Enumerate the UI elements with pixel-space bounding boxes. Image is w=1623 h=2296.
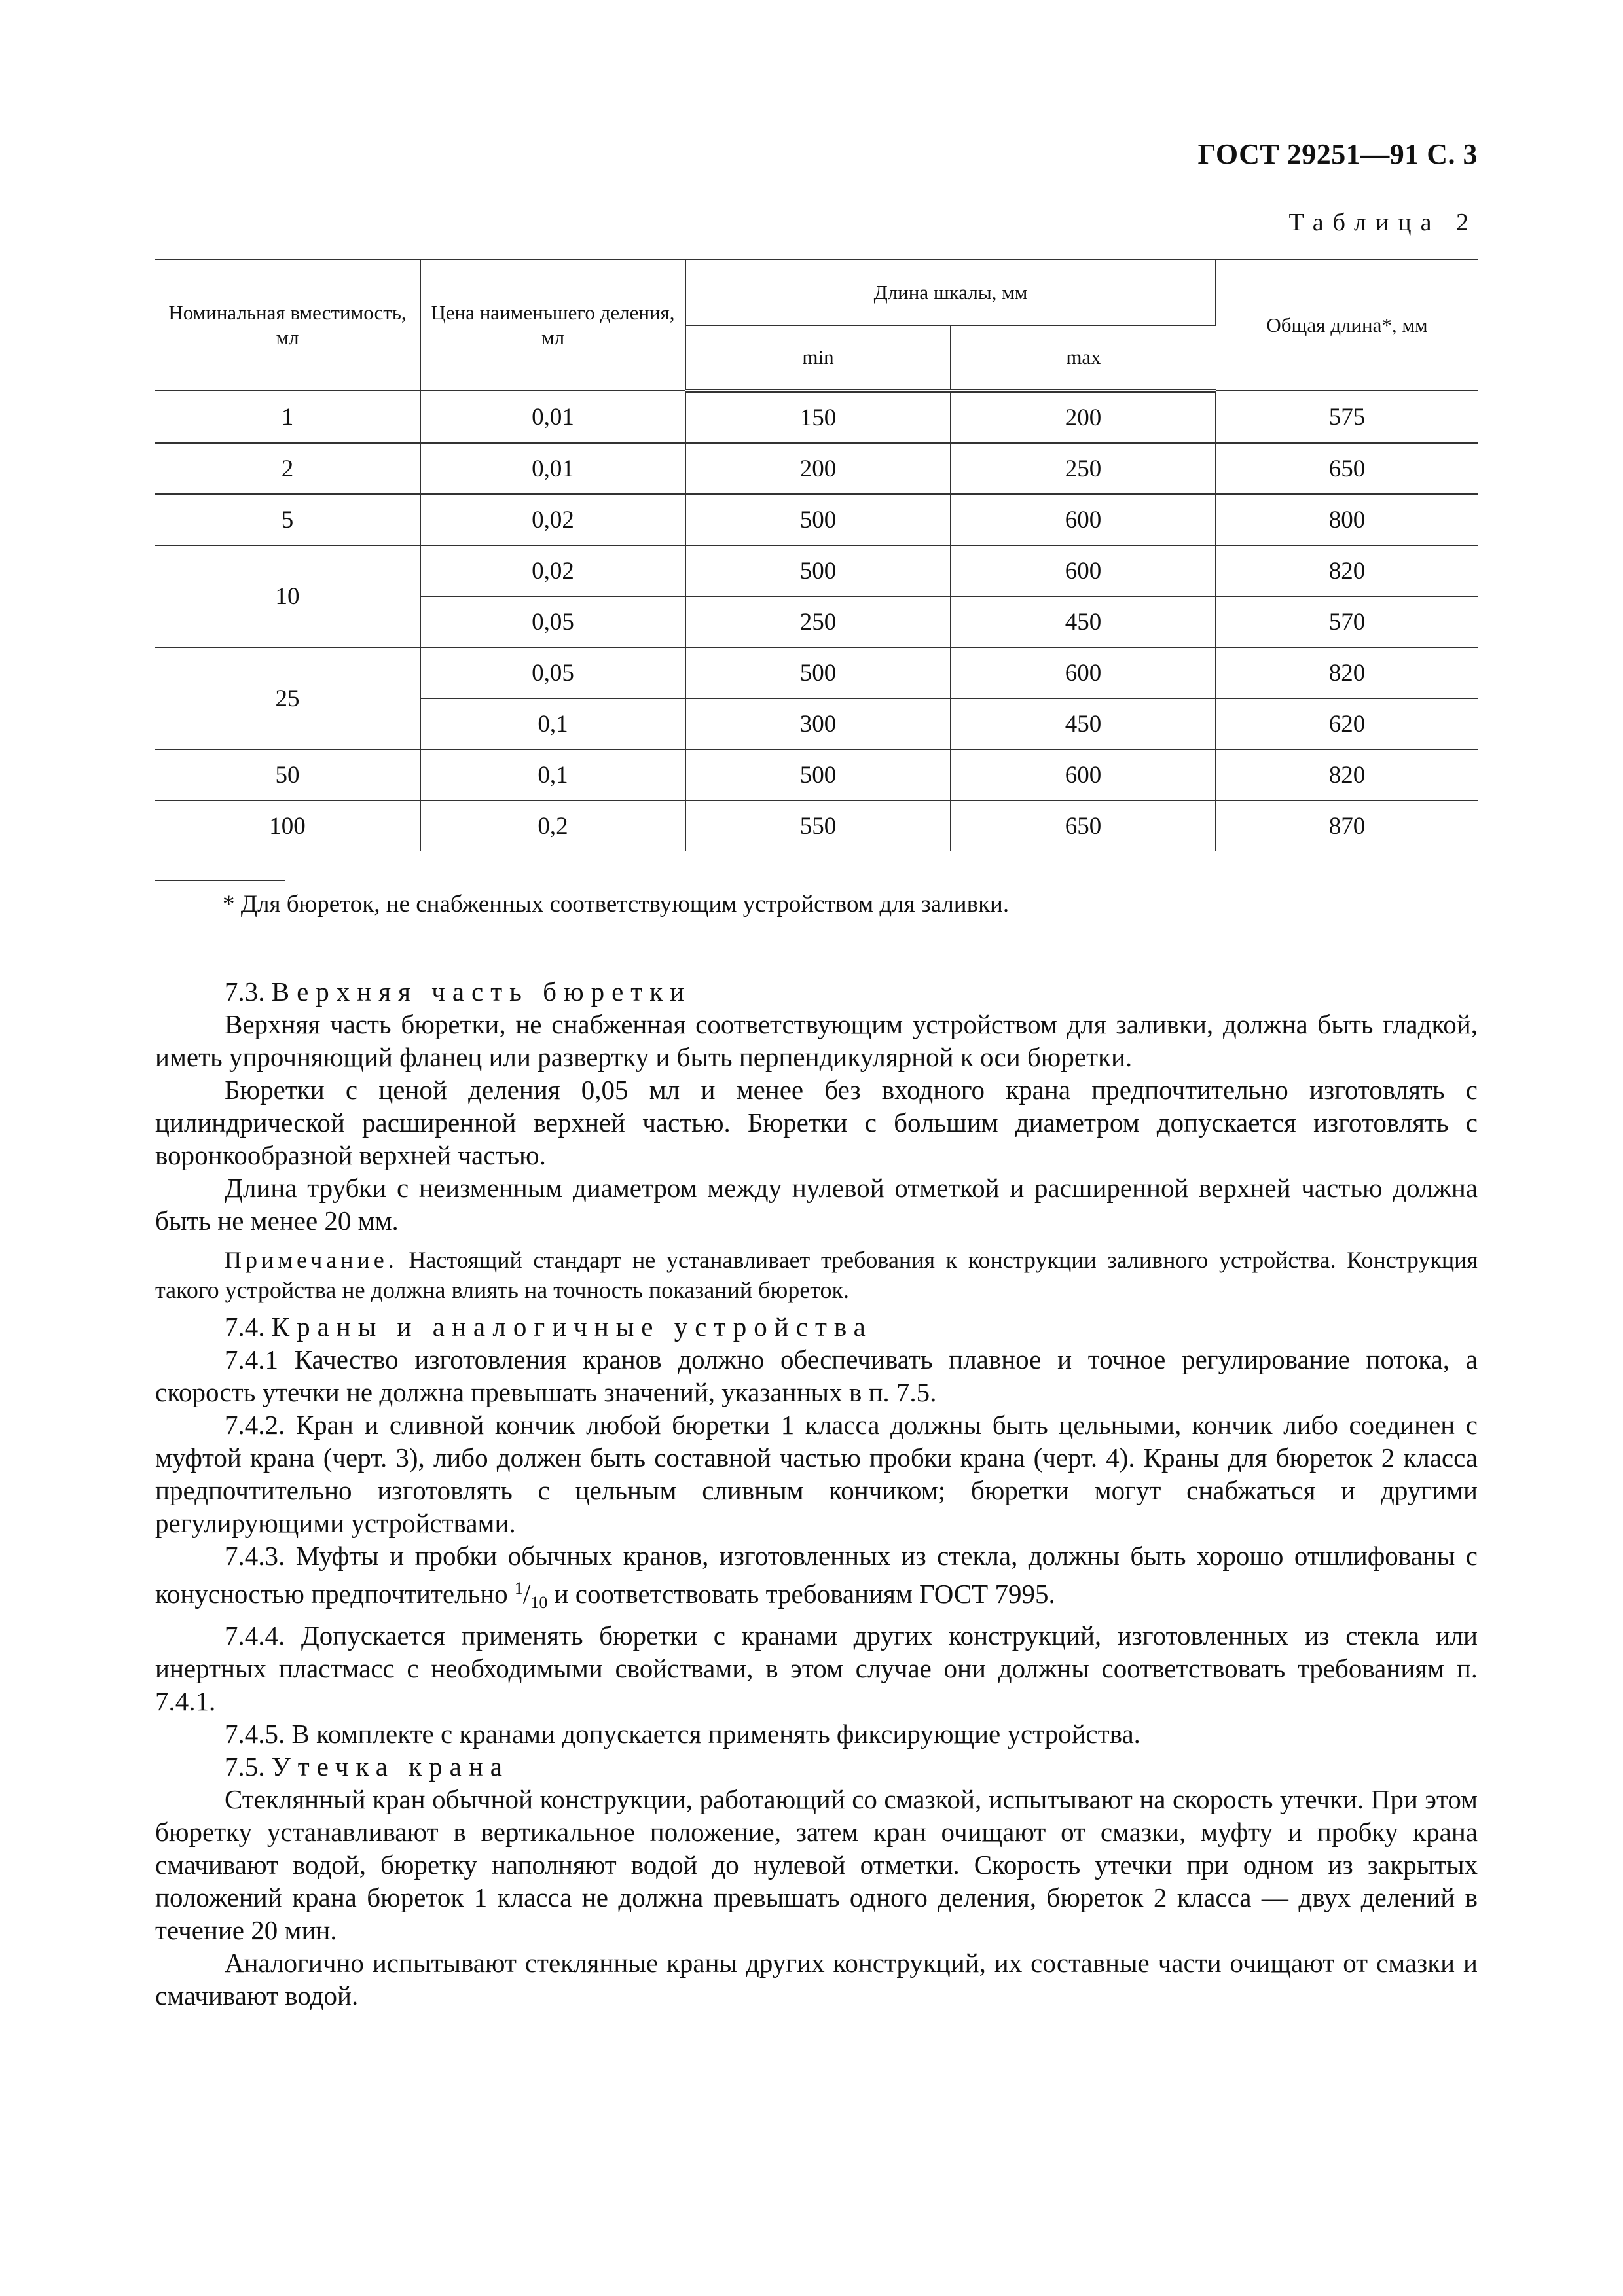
- cell-division: 0,05: [420, 647, 685, 698]
- section-title: Верхняя часть бюретки: [271, 977, 692, 1007]
- section-heading-7-4: [155, 1310, 1478, 1343]
- cell-division: 0,01: [420, 391, 685, 443]
- cell-total: 650: [1216, 443, 1478, 494]
- cell-max: 600: [951, 647, 1216, 698]
- cell-max: 250: [951, 443, 1216, 494]
- fraction-denominator: 10: [530, 1593, 548, 1612]
- section-heading-7-3: [155, 975, 1478, 1008]
- table-footnote: * Для бюреток, не снабженных соответствующим устройством для заливки.: [223, 891, 1010, 918]
- cell-max: 450: [951, 698, 1216, 749]
- cell-min: 300: [685, 698, 951, 749]
- paragraph: [155, 1539, 1478, 1619]
- col-header-total-length: Общая длина*, мм: [1216, 260, 1478, 391]
- cell-min: 500: [685, 545, 951, 596]
- table-caption: Таблица 2: [1288, 209, 1478, 236]
- document-body: [155, 975, 1478, 2012]
- cell-total: 570: [1216, 596, 1478, 647]
- cell-max: 600: [951, 545, 1216, 596]
- note: [155, 1245, 1478, 1305]
- specification-table: [155, 259, 1478, 851]
- footnote-divider: [155, 880, 285, 881]
- fraction: $^1/_{10}$: [514, 1579, 548, 1612]
- section-number: 7.4.: [225, 1312, 265, 1342]
- cell-division: 0,1: [420, 698, 685, 749]
- col-header-min: min: [685, 325, 951, 391]
- cell-min: 250: [685, 596, 951, 647]
- table-row: [155, 545, 1478, 596]
- paragraph: 7.4.4. Допускается применять бюретки с кранами других конструкций, изготовленных из стекла или инертных пластмасс с необходимыми свойствами, в этом случае они должны соответствовать требованиям п. 7.4.1.: [155, 1621, 1478, 1716]
- col-header-capacity: Номинальная вместимость, мл: [155, 260, 420, 391]
- cell-capacity: 2: [155, 443, 420, 494]
- cell-total: 820: [1216, 749, 1478, 800]
- paragraph: Верхняя часть бюретки, не снабженная соответствующим устройством для заливки, должна быть гладкой, иметь упрочняющий фланец или развертку и быть перпендикулярной к оси бюретки.: [155, 1009, 1478, 1072]
- cell-division: 0,2: [420, 800, 685, 851]
- cell-total: 800: [1216, 494, 1478, 545]
- cell-max: 650: [951, 800, 1216, 851]
- table-row: [155, 800, 1478, 851]
- fraction-numerator: 1: [514, 1579, 523, 1598]
- cell-total: 620: [1216, 698, 1478, 749]
- cell-max: 600: [951, 494, 1216, 545]
- paragraph: 7.4.5. В комплекте с кранами допускается применять фиксирующие устройства.: [225, 1719, 1140, 1749]
- table-row: [155, 647, 1478, 698]
- paragraph-text: 7.4.3. Муфты и пробки обычных кранов, изготовленных из стекла, должны быть хорошо отшлифованы с конусностью предпочтительно: [155, 1541, 1478, 1609]
- paragraph: Стеклянный кран обычной конструкции, работающий со смазкой, испытывают на скорость утечки. При этом бюретку устанавливают в вертикальное положение, затем кран очищают от смазки, муфту и пробку крана смачивают водой, бюретку наполняют водой до нулевой отметки. Скорость утечки при одном из закрытых положений крана бюреток 1 класса не должна превышать одного деления, бюреток 2 класса — двух делений в течение 20 мин.: [155, 1784, 1478, 1945]
- section-number: 7.3.: [225, 977, 265, 1007]
- cell-capacity: 100: [155, 800, 420, 851]
- col-header-scale-length: Длина шкалы, мм: [685, 260, 1216, 325]
- cell-capacity: 1: [155, 391, 420, 443]
- section-heading-7-5: [155, 1750, 1478, 1783]
- cell-total: 820: [1216, 545, 1478, 596]
- cell-division: 0,05: [420, 596, 685, 647]
- paragraph: 7.4.2. Кран и сливной кончик любой бюретки 1 класса должны быть цельными, кончик либо соединен с муфтой крана (черт. 3), либо должен быть составной частью пробки крана (черт. 4). Краны для бюреток 2 класса предпочтительно изготовлять с цельным сливным кончиком; бюретки могут снабжаться и другими регулирующими устройствами.: [155, 1410, 1478, 1538]
- cell-min: 550: [685, 800, 951, 851]
- cell-division: 0,02: [420, 494, 685, 545]
- cell-total: 870: [1328, 812, 1366, 840]
- cell-max: 450: [951, 596, 1216, 647]
- cell-max: 200: [951, 391, 1216, 443]
- cell-division: 0,1: [420, 749, 685, 800]
- cell-capacity: 50: [155, 749, 420, 800]
- section-title: Краны и аналогичные устройства: [271, 1312, 873, 1342]
- cell-min: 500: [685, 494, 951, 545]
- cell-total: 820: [1216, 647, 1478, 698]
- section-number: 7.5.: [225, 1751, 265, 1782]
- cell-max: 600: [951, 749, 1216, 800]
- table-row: [155, 494, 1478, 545]
- cell-capacity: 25: [155, 647, 420, 749]
- page-header: ГОСТ 29251—91 С. 3: [1197, 138, 1478, 170]
- paragraph: Бюретки с ценой деления 0,05 мл и менее без входного крана предпочтительно изготовлять с цилиндрической расширенной верхней частью. Бюретки с большим диаметром допускается изготовлять с воронкообразной верхней частью.: [155, 1075, 1478, 1170]
- cell-total: 575: [1216, 391, 1478, 443]
- note-text: Настоящий стандарт не устанавливает требования к конструкции заливного устройства. Конструкция такого устройства не должна влиять на точность показаний бюреток.: [155, 1247, 1478, 1303]
- section-title: Утечка крана: [271, 1751, 509, 1782]
- cell-min: 200: [685, 443, 951, 494]
- col-header-division: Цена наименьшего деления, мл: [420, 260, 685, 391]
- table-row: [155, 391, 1478, 443]
- col-header-max: max: [951, 325, 1216, 391]
- cell-division: 0,02: [420, 545, 685, 596]
- cell-division: 0,01: [420, 443, 685, 494]
- table-row: [155, 443, 1478, 494]
- paragraph: Аналогично испытывают стеклянные краны других конструкций, их составные части очищают от смазки и смачивают водой.: [155, 1948, 1478, 2011]
- cell-capacity: 5: [155, 494, 420, 545]
- table-row: [155, 749, 1478, 800]
- paragraph: 7.4.1 Качество изготовления кранов должно обеспечивать плавное и точное регулирование потока, а скорость утечки не должна превышать значений, указанных в п. 7.5.: [155, 1344, 1478, 1407]
- paragraph: Длина трубки с неизменным диаметром между нулевой отметкой и расширенной верхней частью должна быть не менее 20 мм.: [155, 1173, 1478, 1236]
- cell-min: 500: [685, 749, 951, 800]
- cell-min: 150: [685, 391, 951, 443]
- cell-capacity: 10: [155, 545, 420, 647]
- paragraph-text: и соответствовать требованиям ГОСТ 7995.: [554, 1579, 1055, 1609]
- note-label: Примечание.: [225, 1247, 398, 1273]
- cell-min: 500: [685, 647, 951, 698]
